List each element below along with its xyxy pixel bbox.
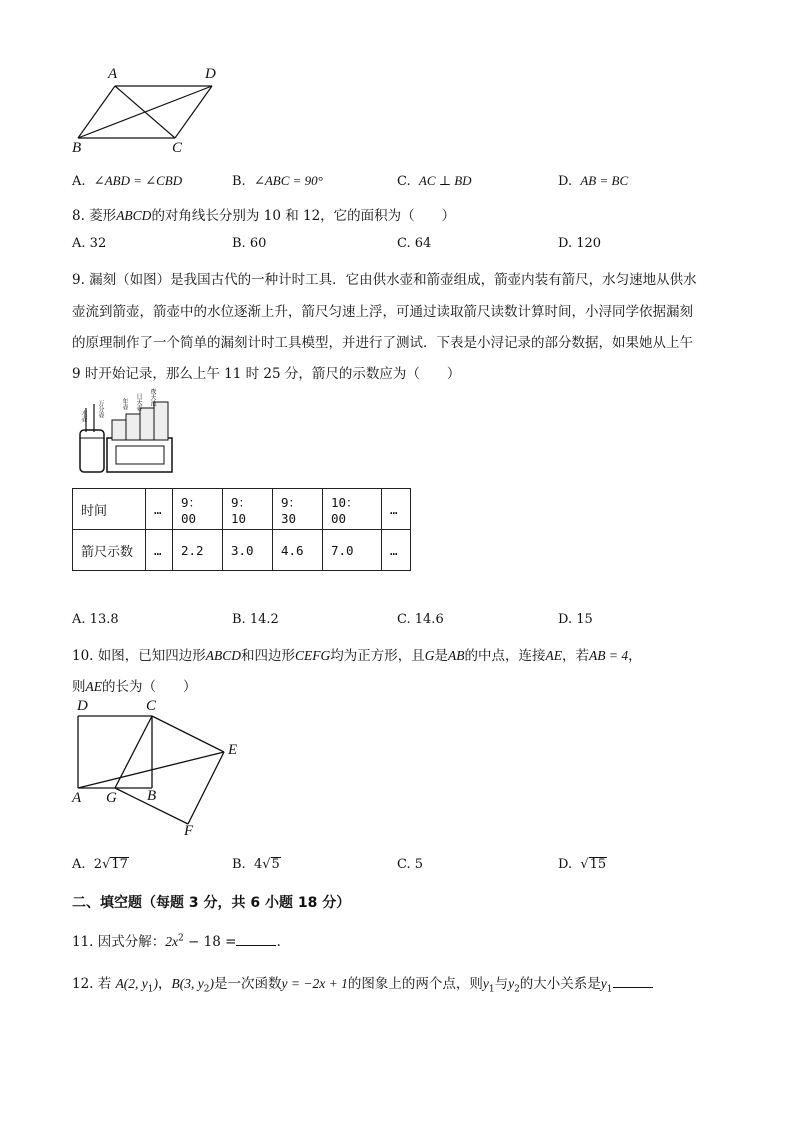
q8-option-d[interactable]: D. 120 xyxy=(558,236,602,251)
q12-stem: 12. 若 A(2, $y_1$)，B(3, $y_2$)是一次函数y = −2x + 1的图象上的两个点，则$y_1$与$y_2$的大小关系是$y_1$ xyxy=(72,972,653,995)
table-cell: … xyxy=(382,530,411,571)
table-cell: … xyxy=(382,489,411,530)
q7-option-d[interactable]: D. AB = BC xyxy=(558,173,629,189)
vertex-label-f: F xyxy=(184,823,194,839)
table-cell: 2.2 xyxy=(173,530,223,571)
clepsydra-label-5: 夜天池 xyxy=(149,388,156,406)
q9-option-a[interactable]: A. 13.8 xyxy=(72,612,119,627)
vertex-label-d: D xyxy=(205,66,216,82)
squares-figure xyxy=(70,698,250,843)
q9-data-table xyxy=(72,488,411,571)
section-title: 二、填空题（每题 3 分，共 6 小题 18 分） xyxy=(72,895,351,911)
q9-option-b[interactable]: B. 14.2 xyxy=(232,612,279,627)
q8-option-a[interactable]: A. 32 xyxy=(72,236,107,251)
vertex-label-a: A xyxy=(108,66,118,82)
table-cell: … xyxy=(146,489,173,530)
q9-line-4: 9 时开始记录，那么上午 11 时 25 分，箭尺的示数应为（ ） xyxy=(72,366,461,382)
vertex-label-g: G xyxy=(106,790,117,806)
table-cell: 3.0 xyxy=(223,530,273,571)
vertex-label-b: B xyxy=(147,788,157,804)
vertex-label-e: E xyxy=(228,742,238,758)
q7-option-b[interactable]: B. ∠ABC = 90° xyxy=(232,173,323,189)
q7-option-a[interactable]: A. ∠ABD = ∠CBD xyxy=(72,173,183,189)
q9-option-d[interactable]: D. 15 xyxy=(558,612,593,627)
q9-line-2: 壶流到箭壶，箭壶中的水位逐渐上升，箭尺匀速上浮，可通过读取箭尺读数计算时间，小浔同学依据漏刻 xyxy=(72,304,693,320)
q10-option-d[interactable]: D. √15 xyxy=(558,857,607,872)
q8-option-b[interactable]: B. 60 xyxy=(232,236,267,251)
clepsydra-label-4: 日天壶 xyxy=(135,393,142,411)
vertex-label-a: A xyxy=(72,790,82,806)
sqrt-symbol: √ xyxy=(262,857,271,872)
sqrt-symbol: √ xyxy=(580,857,589,872)
q10-option-b[interactable]: B. 4√5 xyxy=(232,857,280,872)
clepsydra-label-3: 年壶 xyxy=(121,398,128,410)
table-header-time: 时间 xyxy=(73,489,146,530)
table-cell: 9：30 xyxy=(273,489,323,530)
table-cell: 10：00 xyxy=(323,489,382,530)
q11-stem: 11. 因式分解：$2x^2 - 18$ = . xyxy=(72,933,281,950)
vertex-label-b: B xyxy=(72,140,82,156)
q9-option-c[interactable]: C. 14.6 xyxy=(397,612,444,627)
q10-option-c[interactable]: C. 5 xyxy=(397,857,424,872)
table-cell: 4.6 xyxy=(273,530,323,571)
table-cell: 7.0 xyxy=(323,530,382,571)
table-cell: 9：00 xyxy=(173,489,223,530)
clepsydra-label-2: 万分壶 xyxy=(97,400,104,418)
table-row xyxy=(73,530,411,571)
q9-line-1: 9. 漏刻（如图）是我国古代的一种计时工具．它由供水壶和箭壶组成，箭壶内装有箭尺，水匀速地从供水 xyxy=(72,272,697,288)
table-cell: 9：10 xyxy=(223,489,273,530)
vertex-label-d: D xyxy=(77,698,88,714)
q9-line-3: 的原理制作了一个简单的漏刻计时工具模型，并进行了测试．下表是小浔记录的部分数据，如果她从上午 xyxy=(72,335,693,351)
q10-line-2: 则AE的长为（ ） xyxy=(72,679,197,695)
q8-stem: 8. 菱形ABCD的对角线长分别为 10 和 12，它的面积为（ ） xyxy=(72,208,456,224)
clepsydra-label-1: 水壶 xyxy=(80,410,87,422)
vertex-label-c: C xyxy=(146,698,157,714)
table-row xyxy=(73,489,411,530)
vertex-label-c: C xyxy=(172,140,183,156)
table-header-reading: 箭尺示数 xyxy=(73,530,146,571)
answer-blank[interactable] xyxy=(236,933,276,946)
q10-option-a[interactable]: A. 2√17 xyxy=(72,857,128,872)
q7-option-c[interactable]: C. AC ⊥ BD xyxy=(397,173,472,189)
answer-blank[interactable] xyxy=(613,975,653,988)
q8-option-c[interactable]: C. 64 xyxy=(397,236,432,251)
table-cell: … xyxy=(146,530,173,571)
sqrt-symbol: √ xyxy=(102,857,111,872)
q10-line-1: 10. 如图，已知四边形ABCD和四边形CEFG均为正方形，且G是AB的中点，连接AE，若AB = 4， xyxy=(72,648,642,664)
